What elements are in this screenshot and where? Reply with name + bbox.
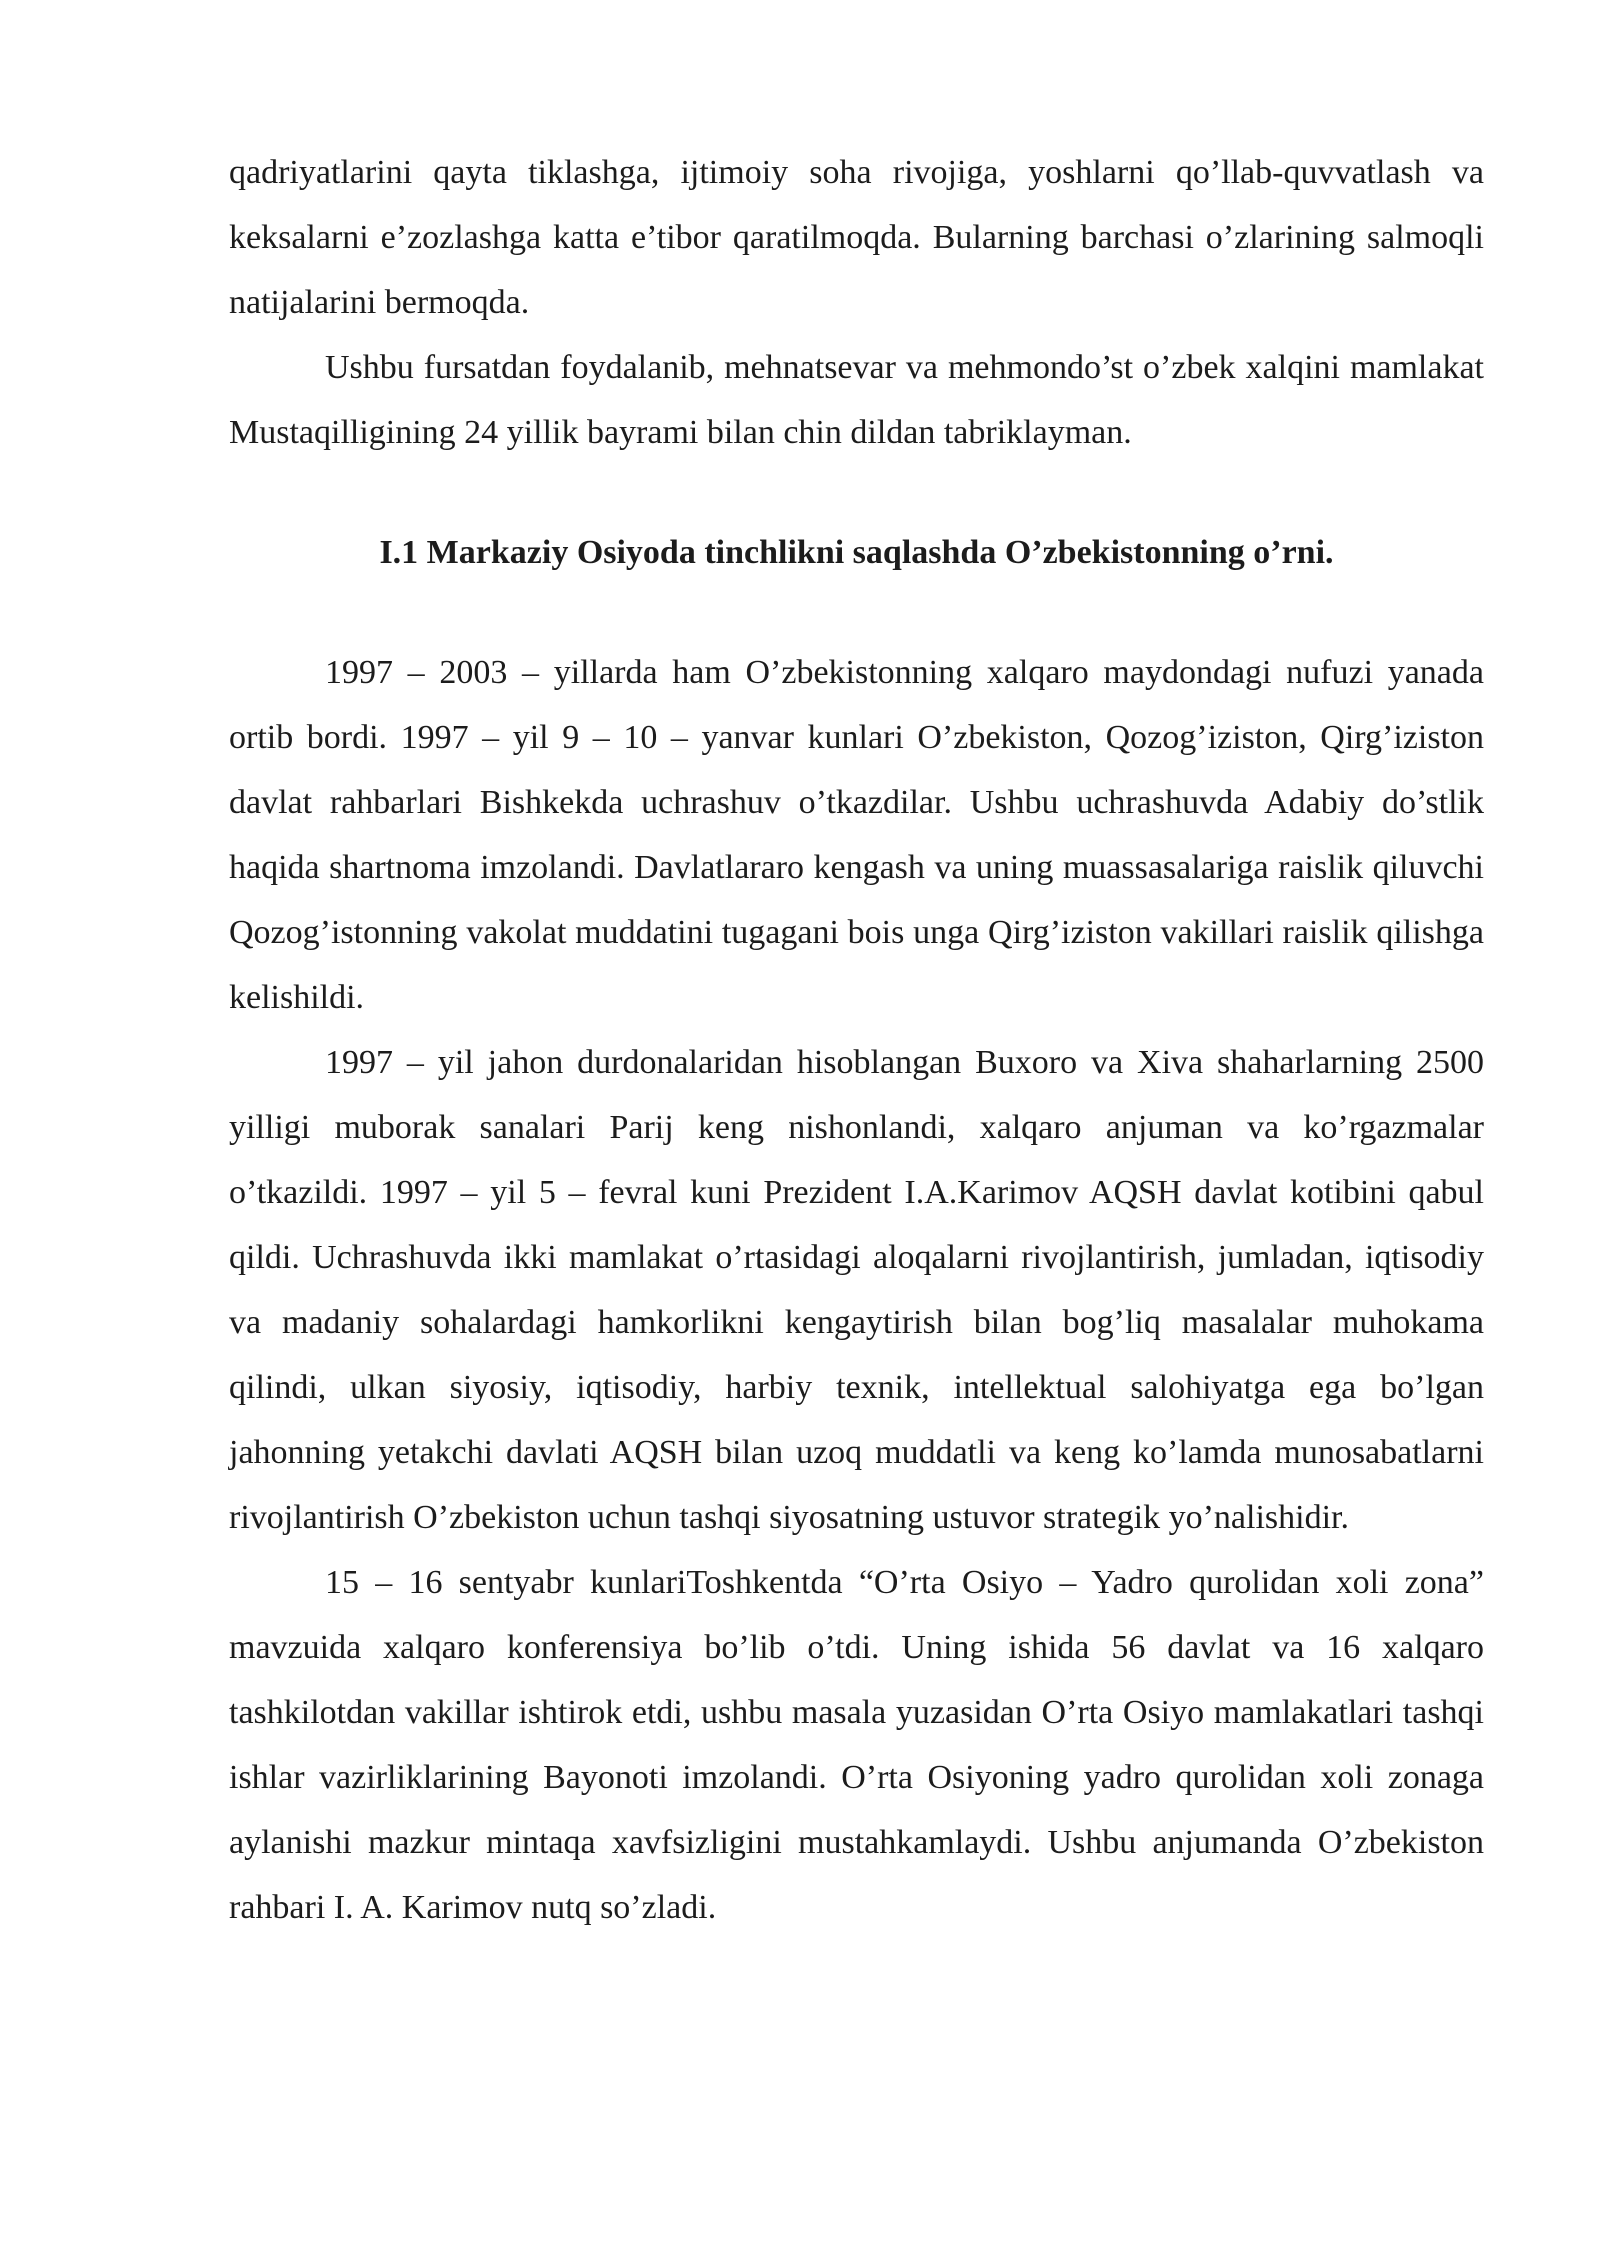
document-page (229, 140, 1484, 1940)
paragraph-1997-2003: 1997 – 2003 – yillarda ham O’zbekistonning xalqaro maydondagi nufuzi yanada ortib bordi. 1997 – yil 9 – 10 – yanvar kunlari O’zbekiston, Qozog’iziston, Qirg’iziston davlat rahbarlari Bishkekda uchrashuv o’tkazdilar. Ushbu uchrashuvda Adabiy do’stlik haqida shartnoma imzolandi. Davlatlararo kengash va uning muassasalariga raislik qiluvchi Qozog’istonning vakolat muddatini tugagani bois unga Qirg’iziston vakillari raislik qilishga kelishildi. (229, 654, 1484, 1016)
paragraph-buxoro-xiva: 1997 – yil jahon durdonalaridan hisoblangan Buxoro va Xiva shaharlarning 2500 yilligi muborak sanalari Parij keng nishonlandi, xalqaro anjuman va ko’rgazmalar o’tkazildi. 1997 – yil 5 – fevral kuni Prezident I.A.Karimov AQSH davlat kotibini qabul qildi. Uchrashuvda ikki mamlakat o’rtasidagi aloqalarni rivojlantirish, jumladan, iqtisodiy va madaniy sohalardagi hamkorlikni kengaytirish bilan bog’liq masalalar muhokama qilindi, ulkan siyosiy, iqtisodiy, harbiy texnik, intellektual salohiyatga ega bo’lgan jahonning yetakchi davlati AQSH bilan uzoq muddatli va keng ko’lamda munosabatlarni rivojlantirish O’zbekiston uchun tashqi siyosatning ustuvor strategik yo’nalishidir. (229, 1044, 1484, 1536)
paragraph-continuation: qadriyatlarini qayta tiklashga, ijtimoiy soha rivojiga, yoshlarni qo’llab-quvvatlash va keksalarni e’zozlashga katta e’tibor qaratilmoqda. Bularning barchasi o’zlarining salmoqli natijalarini bermoqda. (229, 154, 1484, 321)
paragraph-greeting: Ushbu fursatdan foydalanib, mehnatsevar va mehmondo’st o’zbek xalqini mamlakat Mustaqilligining 24 yillik bayrami bilan chin dildan tabriklayman. (229, 349, 1484, 451)
paragraph-conference: 15 – 16 sentyabr kunlariToshkentda “O’rta Osiyo – Yadro qurolidan xoli zona” mavzuida xalqaro konferensiya bo’lib o’tdi. Uning ishida 56 davlat va 16 xalqaro tashkilotdan vakillar ishtirok etdi, ushbu masala yuzasidan O’rta Osiyo mamlakatlari tashqi ishlar vazirliklarining Bayonoti imzolandi. O’rta Osiyoning yadro qurolidan xoli zonaga aylanishi mazkur mintaqa xavfsizligini mustahkamlaydi. Ushbu anjumanda O’zbekiston rahbari I. A. Karimov nutq so’zladi. (229, 1564, 1484, 1926)
section-heading: I.1 Markaziy Osiyoda tinchlikni saqlashda O’zbekistonning o’rni. (379, 534, 1334, 571)
